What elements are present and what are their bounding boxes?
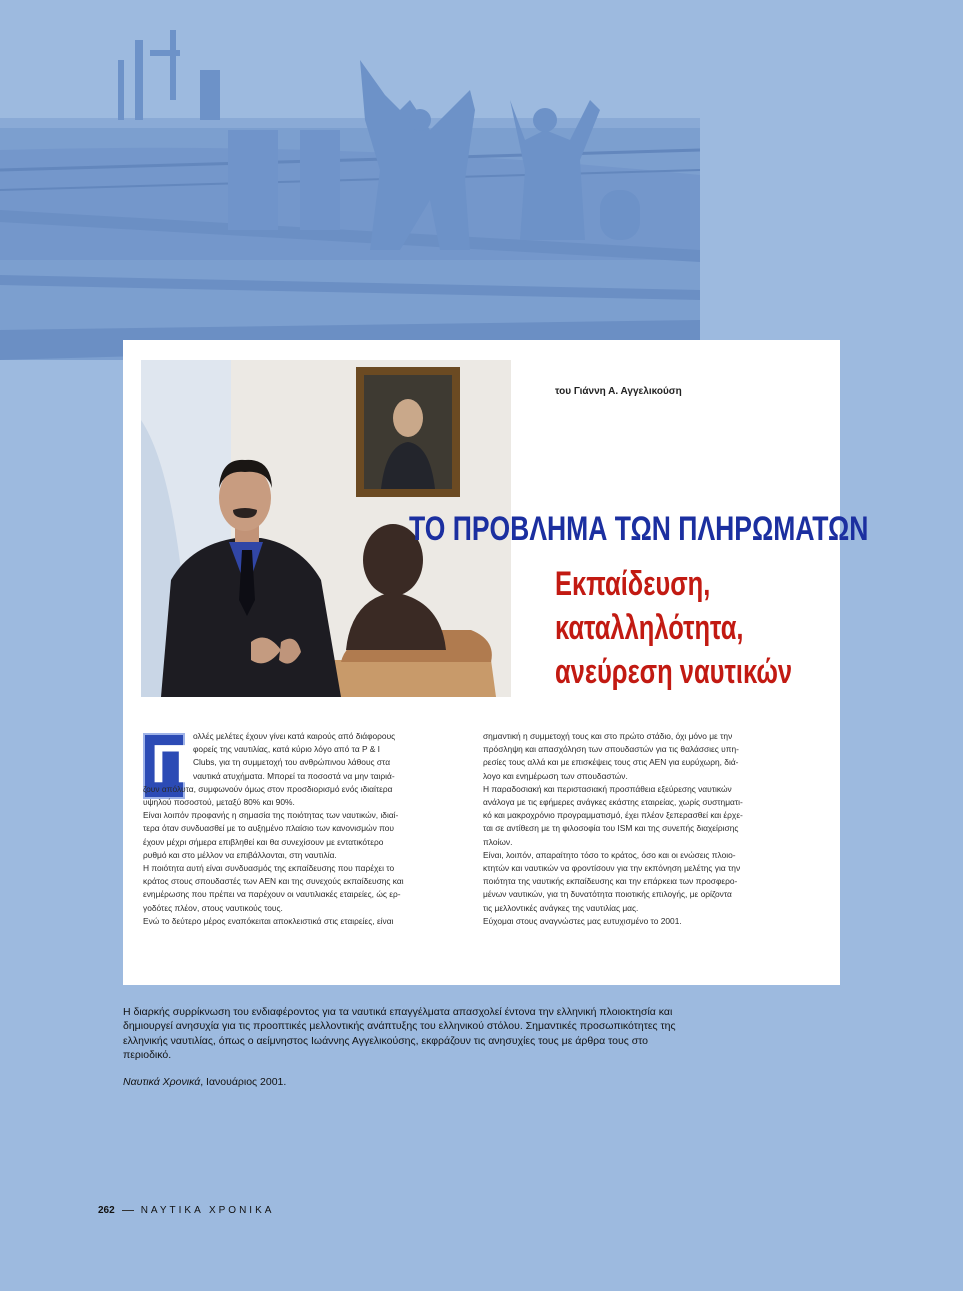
text-line: Είναι λοιπόν προφανής η σημασία της ποιότητας των ναυτικών, ιδιαί- — [143, 810, 399, 821]
footer-divider — [122, 1210, 134, 1211]
magazine-name: ΝΑΥΤΙΚΑ ΧΡΟΝΙΚΑ — [140, 1205, 275, 1216]
drop-cap-letter: Π — [151, 734, 190, 794]
page-number: 262 — [98, 1205, 115, 1216]
text-line: Εύχομαι στους αναγνώστες μας ευτυχισμένο το 2001. — [483, 915, 682, 926]
subtitle-line: καταλληλότητα, — [555, 609, 744, 647]
article-byline: του Γιάννη Α. Αγγελικούση — [555, 386, 682, 397]
source-publication: Ναυτικά Χρονικά — [123, 1076, 201, 1088]
text-line: ολλές μελέτες έχουν γίνει κατά καιρούς από διάφορους — [193, 731, 396, 741]
text-line: Είναι, λοιπόν, απαραίτητο τόσο το κράτος, όσο και οι ενώσεις πλοιο- — [483, 849, 736, 860]
subtitle-line: ανεύρεση ναυτικών — [555, 653, 793, 691]
text-line: μένων ναυτικών, για τη δυνατότητα ποιοτικής επιλογής, με ορίζοντα — [483, 889, 732, 900]
text-line: Η ποιότητα αυτή είναι συνδυασμός της εκπαίδευσης που παρέχει το — [143, 863, 395, 874]
text-line: ναυτικά ατυχήματα. Μπορεί τα ποσοστά να μην ταιριά- — [193, 770, 395, 781]
text-line: έχουν μέχρι σήμερα επιβληθεί και θα συνεχίσουν με εντατικότερο — [143, 836, 384, 847]
text-line: Ενώ το δεύτερο μέρος εναπόκειται αποκλειστικά στις εταιρείες, είναι — [143, 915, 394, 926]
text-line: ανάλογα με τις εφήμερες ανάγκες εκάστης εταιρείας, χωρίς συστηματι- — [483, 797, 743, 808]
magazine-clipping — [123, 340, 869, 985]
text-line: τις μελλοντικές ανάγκες της ναυτιλίας μας. — [483, 902, 639, 913]
text-line: πρόσληψη και απασχόληση των σπουδαστών για τις θαλάσσιες υπη- — [483, 744, 739, 755]
subtitle-line: Εκπαίδευση, — [555, 565, 711, 603]
text-line: ρυθμό και στο μέλλον να επιβάλλονται, στη ναυτιλία. — [143, 849, 337, 860]
text-line: ζουν απόλυτα, συμφωνούν όμως στον προσδιορισμό ενός ιδιαίτερα — [143, 783, 393, 794]
text-line: Η παραδοσιακή και περιστασιακή προσπάθεια εξεύρεσης ναυτικών — [483, 783, 732, 794]
text-line: ενημέρωσης που πρέπει να παρέχουν οι ναυτιλιακές εταιρείες, ώς ερ- — [143, 889, 401, 900]
text-line: ρεσίες τους αλλά και με επισκέψεις τους στις ΑΕΝ για ευρύχωρη, διά- — [483, 757, 739, 768]
text-line: Clubs, για τη συμμετοχή του ανθρώπινου λάθους στα — [193, 757, 391, 768]
text-line: πλοίων. — [483, 836, 513, 847]
text-line: λογο και ενημέρωση των σπουδαστών. — [483, 770, 628, 781]
page-caption: Η διαρκής συρρίκνωση του ενδιαφέροντος για τα ναυτικά επαγγέλματα απασχολεί έντονα την ελληνική πλοιοκτησία και δημιουργεί ανησυχία για τις προοπτικές μελλοντικής ανάπτυξης του ελληνικού στόλου. Σημαντικές προσωπικότητες της ελληνικής ναυτιλίας, όπως ο αείμνηστος Ιωάννης Αγγελικούσης, εκφράζουν τις ανησυχίες τους με άρθρα τους στο περιοδικό. — [123, 1006, 676, 1062]
text-line: κτητών και ναυτικών να φροντίσουν για την εκπόνηση μελέτης για την — [483, 863, 741, 874]
article-headline: ΤΟ ΠΡΟΒΛΗΜΑ ΤΩΝ ΠΛΗΡΩΜΑΤΩΝ — [409, 510, 869, 548]
text-line: τερα όταν συνδυασθεί με το αυξημένο πλαίσιο των κανονισμών που — [143, 823, 395, 834]
text-line: υψηλού ποσοστού, μεταξύ 80% και 90%. — [143, 797, 295, 808]
text-line: κράτος στους σπουδαστές των ΑΕΝ και της συνεχούς εκπαίδευσης και — [143, 876, 404, 887]
text-line: ποιότητα της ναυτικής εκπαίδευσης και την επάρκεια των προσφερο- — [483, 876, 738, 887]
text-line: σημαντική η συμμετοχή τους και στο πρώτο στάδιο, όχι μόνο με την — [483, 731, 733, 741]
source-citation — [123, 1076, 286, 1088]
article-column-1 — [143, 730, 463, 928]
text-line: κό και μακροχρόνιο προγραμματισμό, έχει πλέον ξεπερασθεί και έρχε- — [483, 810, 743, 821]
text-line: ται σε αντίθεση με τη φιλοσοφία του ISM και της συνεπής διαχείρισης — [483, 823, 739, 834]
article-subtitle — [555, 562, 793, 694]
text-line: φορείς της ναυτιλίας, κατά κύριο λόγο από τα P & I — [193, 744, 381, 755]
text-line: γοδότες πλέον, στους ναυτικούς τους. — [143, 902, 283, 913]
source-date: , Ιανουάριος 2001. — [200, 1076, 287, 1088]
article-column-2 — [483, 730, 813, 928]
page-footer — [98, 1205, 274, 1216]
ship-deck-banner — [0, 0, 700, 360]
